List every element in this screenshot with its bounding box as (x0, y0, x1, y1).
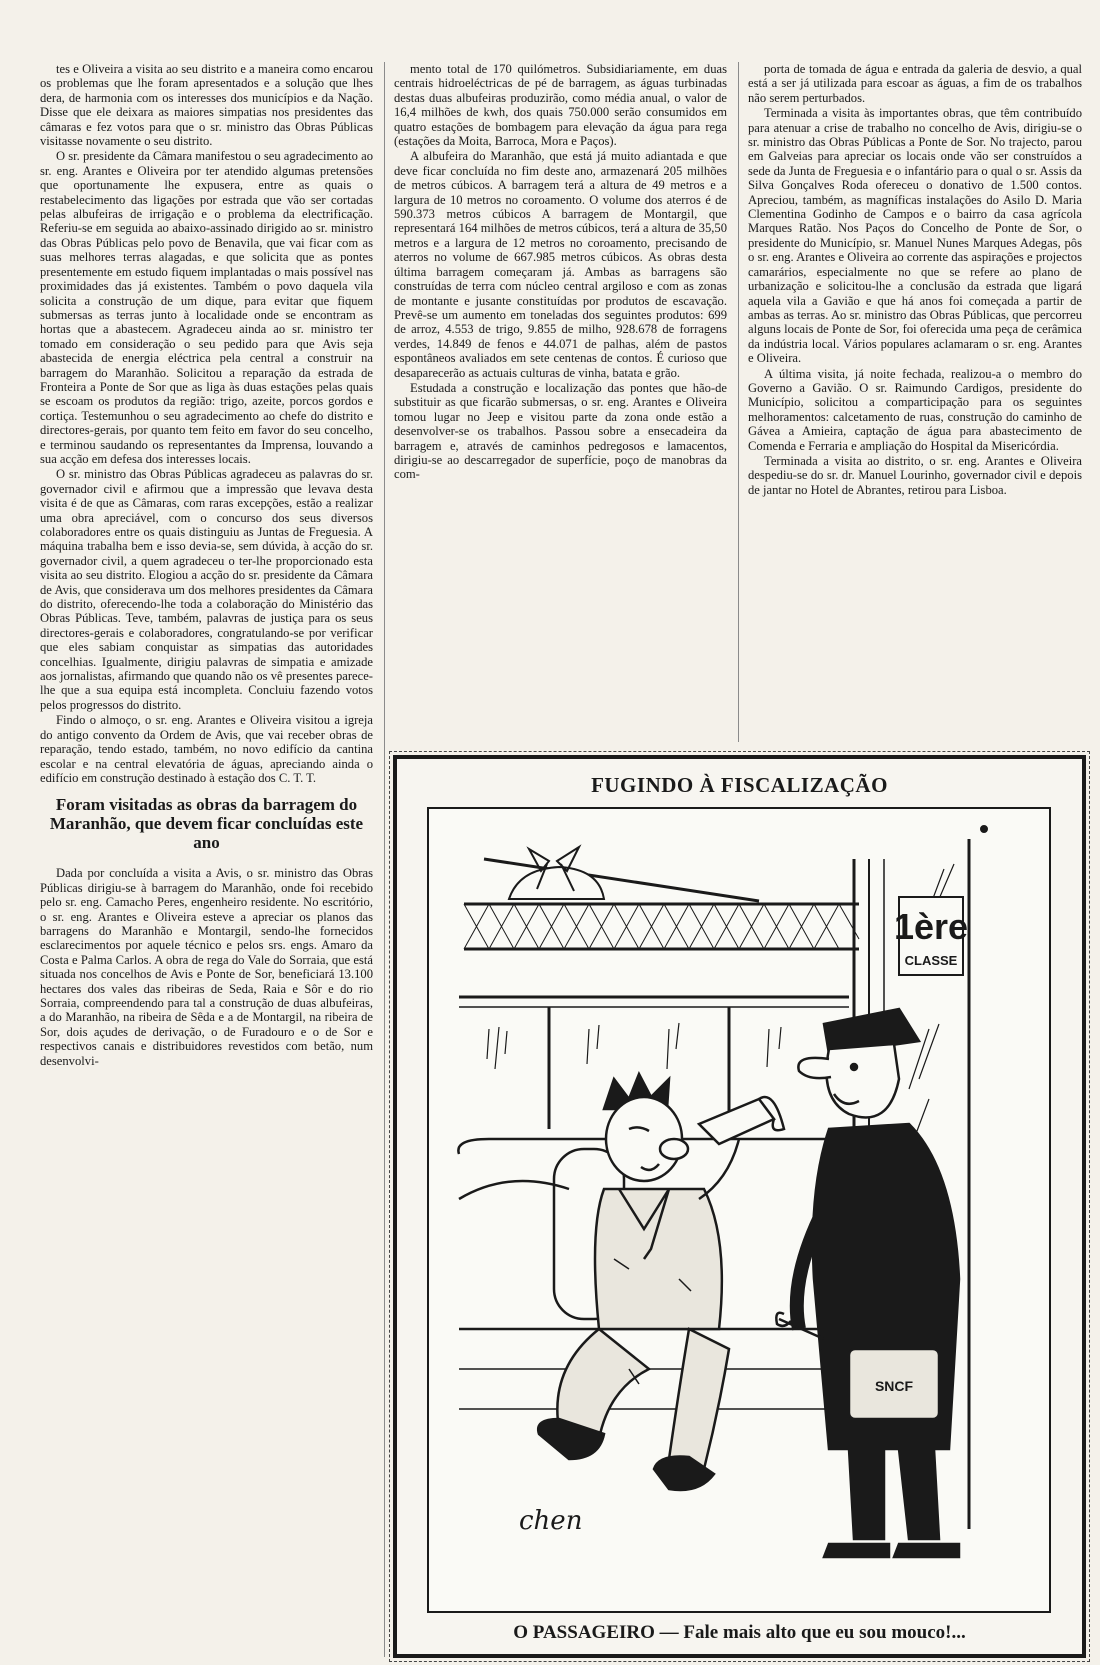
cartoon-illustration (427, 807, 1051, 1613)
cartoon-title: FUGINDO À FISCALIZAÇÃO (591, 773, 888, 797)
bag-label: SNCF (874, 1378, 914, 1394)
paragraph: Findo o almoço, o sr. eng. Arantes e Oliveira visitou a igreja do antigo convento da Ordem de Avis, que vai receber obras de reparação, tendo estado, também, no novo edifício da cantina escolar e na central elevatória de águas, apreciando ainda o edifício em construção destinado à estação dos C. T. T. (40, 713, 373, 785)
paragraph: tes e Oliveira a visita ao seu distrito e a maneira como encarou os problemas que lhe foram apresentados e a solução que lhes dera, de harmonia com os interesses dos municípios e da Nação. Disse que ele deixara as maiores simpatias nos presidentes das câmaras e fez votos para que o sr. ministro das Obras Públicas visitasse novamente o seu distrito. (40, 62, 373, 149)
luggage-rack (464, 904, 859, 949)
cartoon-caption: O PASSAGEIRO — Fale mais alto que eu sou mouco!... (513, 1622, 966, 1643)
paragraph: Estudada a construção e localização das pontes que hão-de substituir as que ficarão submersas, o sr. eng. Arantes e Oliveira tomou lugar no Jeep e visitou parte da zona onde estão a desenvolver-se os trabalhos. Passou sobre a ensecadeira da barragem e, através de caminhos pedregosos e lamacentos, dirigiu-se ao descarregador de superfície, poço de manobras da com- (394, 380, 727, 482)
bundle-on-stick (484, 847, 759, 901)
paragraph: porta de tomada de água e entrada da galeria de desvio, a qual está a ser já utilizada para escoar as águas, a fim de os trabalhos não serem perturbados. (748, 62, 1082, 105)
paragraph: O sr. ministro das Obras Públicas agradeceu as palavras do sr. governador civil e afirmou que a impressão que levava desta visita é de que as Câmaras, com raras excepções, estão a realizar uma obra apreciável, com o concurso dos seus diversos colaboradores entre os quais distinguiu as Juntas de Freguesia. A máquina trabalha bem e isso devia-se, sem dúvida, à acção do sr. governador civil, a quem agradeceu o ter-lhe proporcionado esta visita ao seu distrito. Elogiou a acção do sr. presidente da Câmara de Avis, que considerava um dos melhores presidentes da Câmara do distrito, oferecendo-lhe toda a colaboração do Ministério das Obras Públicas. Teve, também, palavras de justiça para os seus directores-gerais e colaboradores, congratulando-se por verificar que eles sabiam conquistar as simpatias das autoridades concelhias. Igualmente, dirigiu palavras de simpatia e amizade aos jornalistas, afirmando que quando não os vê presentes parece-lhe que a sua equipa está incompleta. Concluiu fazendo votos pelos progressos do distrito. (40, 467, 373, 712)
paragraph: Terminada a visita ao distrito, o sr. eng. Arantes e Oliveira despediu-se do sr. dr. Manuel Lourinho, governador civil e depois de jantar no Hotel de Abrantes, retirou para Lisboa. (748, 453, 1082, 497)
paragraph: mento total de 170 quilómetros. Subsidiariamente, em duas centrais hidroeléctricas de pé de barragem, as águas turbinadas destas duas albufeiras produzirão, como média anual, o valor de 16,4 milhões de kwh, dos quais 750.000 serão consumidos em quatro estações de bombagem para elevação da água para rega (estações da Moita, Barroca, Mora e Paços). (394, 62, 727, 149)
article-column-2 (394, 62, 727, 742)
paragraph: Dada por concluída a visita a Avis, o sr. ministro das Obras Públicas dirigiu-se à barragem do Maranhão, onde foi recebido pelo sr. eng. Camacho Peres, engenheiro residente. No escritório, o sr. eng. Arantes e Oliveira esteve a apreciar os planos das barragens do Maranhão e Montargil, sendo-lhe fornecidos esclarecimentos por aquele técnico e pelos srs. engs. Amaro da Costa e Palma Carlos. A obra de rega do Vale do Sorraia, que está situada nos concelhos de Avis e Ponte de Sor, beneficiará 13.100 hectares dos vales das ribeiras de Seda, Raia e Sôr e do rio Sorraia, compreendendo para tal a construção de duas albufeiras, a do Maranhão, na ribeira de Sêda e a de Montargil, na ribeira de Sor, dois açudes de derivação, o de Furadouro e o de Sor e respectivos canais e distribuidores revestidos com betão, num desenvolvi- (40, 866, 373, 1068)
cartoon-box (393, 755, 1086, 1658)
column-rule (384, 62, 385, 1657)
passenger-figure (538, 1074, 784, 1490)
paragraph: A última visita, já noite fechada, realizou-a o membro do Governo a Gavião. O sr. Raimundo Cardigos, presidente do Município, solicitou a comparticipação para os seguintes melhoramentos: calcetamento de ruas, construção do caminho de Gávea a Amieira, captação de água para abastecimento de Comenda e Ferraria e ampliação do Hospital da Misericórdia. (748, 366, 1082, 453)
sign-text-1: 1ère (893, 906, 969, 947)
train-compartment-drawing (429, 809, 1049, 1611)
paragraph: O sr. presidente da Câmara manifestou o seu agradecimento ao sr. eng. Arantes e Oliveira por ter atendido algumas pretensões que oportunamente lhe expusera, entre as quais o restabelecimento das ligações por estrada que vão ser cortadas pelas albufeiras de irrigação e o problema da electrificação. Referiu-se em seguida ao abaixo-assinado dirigido ao sr. ministro das Obras Públicas pelo povo de Benavila, que vai ficar com as suas melhores terras alagadas, e que solicita que as pontes presentemente em estudo fiquem implantadas o mais possível nas proximidades das já existentes. Também o povo daquela vila solicita a construção de um dique, para evitar que fiquem submersas as terras junto à localidade onde se encontram as hortas que a abastecem. Agradeceu ainda ao sr. ministro ter tomado em consideração o seu pedido para que Avis seja abastecida de energia eléctrica pela central a construir na barragem do Maranhão. Solicitou a reparação da estrada de Fronteira a Ponte de Sor que as liga às duas estações pelas quais se escoam os produtos da região: trigo, azeite, porcos gordos e cortiça. Testemunhou o seu agradecimento ao chefe do distrito e directores-gerais, por quanto tem feito em favor do seu concelho, e terminou saudando os representantes da Imprensa, louvando a sua acção em defesa dos interesses locais. (40, 149, 373, 466)
column-rule (738, 62, 739, 742)
paragraph: Terminada a visita às importantes obras, que têm contribuído para atenuar a crise de trabalho no concelho de Avis, dirigiu-se o sr. ministro das Obras Públicas a Ponte de Sor. No trajecto, parou em Galveias para apreciar os locais onde vão ser construídos a sede da Junta de Freguesia e o infantário para o qual o sr. Assis da Silva Gonçalves Roda ofereceu o donativo de 1.500 contos. Apreciou, também, as magníficas instalações do Asilo D. Maria Clementina Godinho de Campos e o bairro da casa agrícola Marques Ratão. Nos Paços do Concelho de Ponte de Sor, o presidente do Município, sr. Manuel Nunes Marques Adegas, pôs o sr. eng. Arantes e Oliveira ao corrente das aspirações e projectos camarários, especialmente no que se refere ao plano de urbanização e solicitou-lhe a conclusão da estrada que ligará aquela vila a Gavião e que há anos foi começada a partir de ambas as terras. Ao sr. ministro das Obras Públicas, que percorreu alguns locais de Ponte de Sor, foi oferecida uma peça de cerâmica da indústria local. Vários populares aclamaram o sr. eng. Arantes e Oliveira. (748, 106, 1082, 366)
artist-signature: chen (519, 1506, 583, 1536)
first-class-sign (894, 897, 968, 975)
conductor-figure (776, 1009, 959, 1557)
article-column-1 (40, 62, 373, 1657)
paragraph: A albufeira do Maranhão, que está já muito adiantada e que deve ficar concluída no fim deste ano, armazenará 205 milhões de metros cúbicos. A barragem terá a altura de 49 metros e a largura de 10 metros no coroamento. O volume dos aterros é de 590.373 metros cúbicos A barragem de Montargil, que representará 164 milhões de metros cúbicos, terá a altura de 35,50 metros e a largura de 12 metros no coroamento, precisando de aterros no volume de 667.985 metros cúbicos. As obras desta última barragem começaram já. Ambas as barragens são construídas de terra com núcleo central argiloso e com as zonas de montante e jusante constituídas por produtos de escavação. Prevê-se um aumento em toneladas dos seguintes produtos: 699 de arroz, 4.553 de trigo, 9.855 de milho, 928.678 de forragens verdes, 14.849 de fenos e 44.071 de palhas, além de pastos espontâneos avaliados em sete centenas de contos. É curioso que desaparecerão as actuais culturas de vinha, batata e grão. (394, 149, 727, 380)
article-column-3 (748, 62, 1082, 742)
sign-text-2: CLASSE (904, 953, 958, 968)
section-subheading: Foram visitadas as obras da barragem do Maranhão, que devem ficar concluídas este ano (49, 795, 364, 853)
